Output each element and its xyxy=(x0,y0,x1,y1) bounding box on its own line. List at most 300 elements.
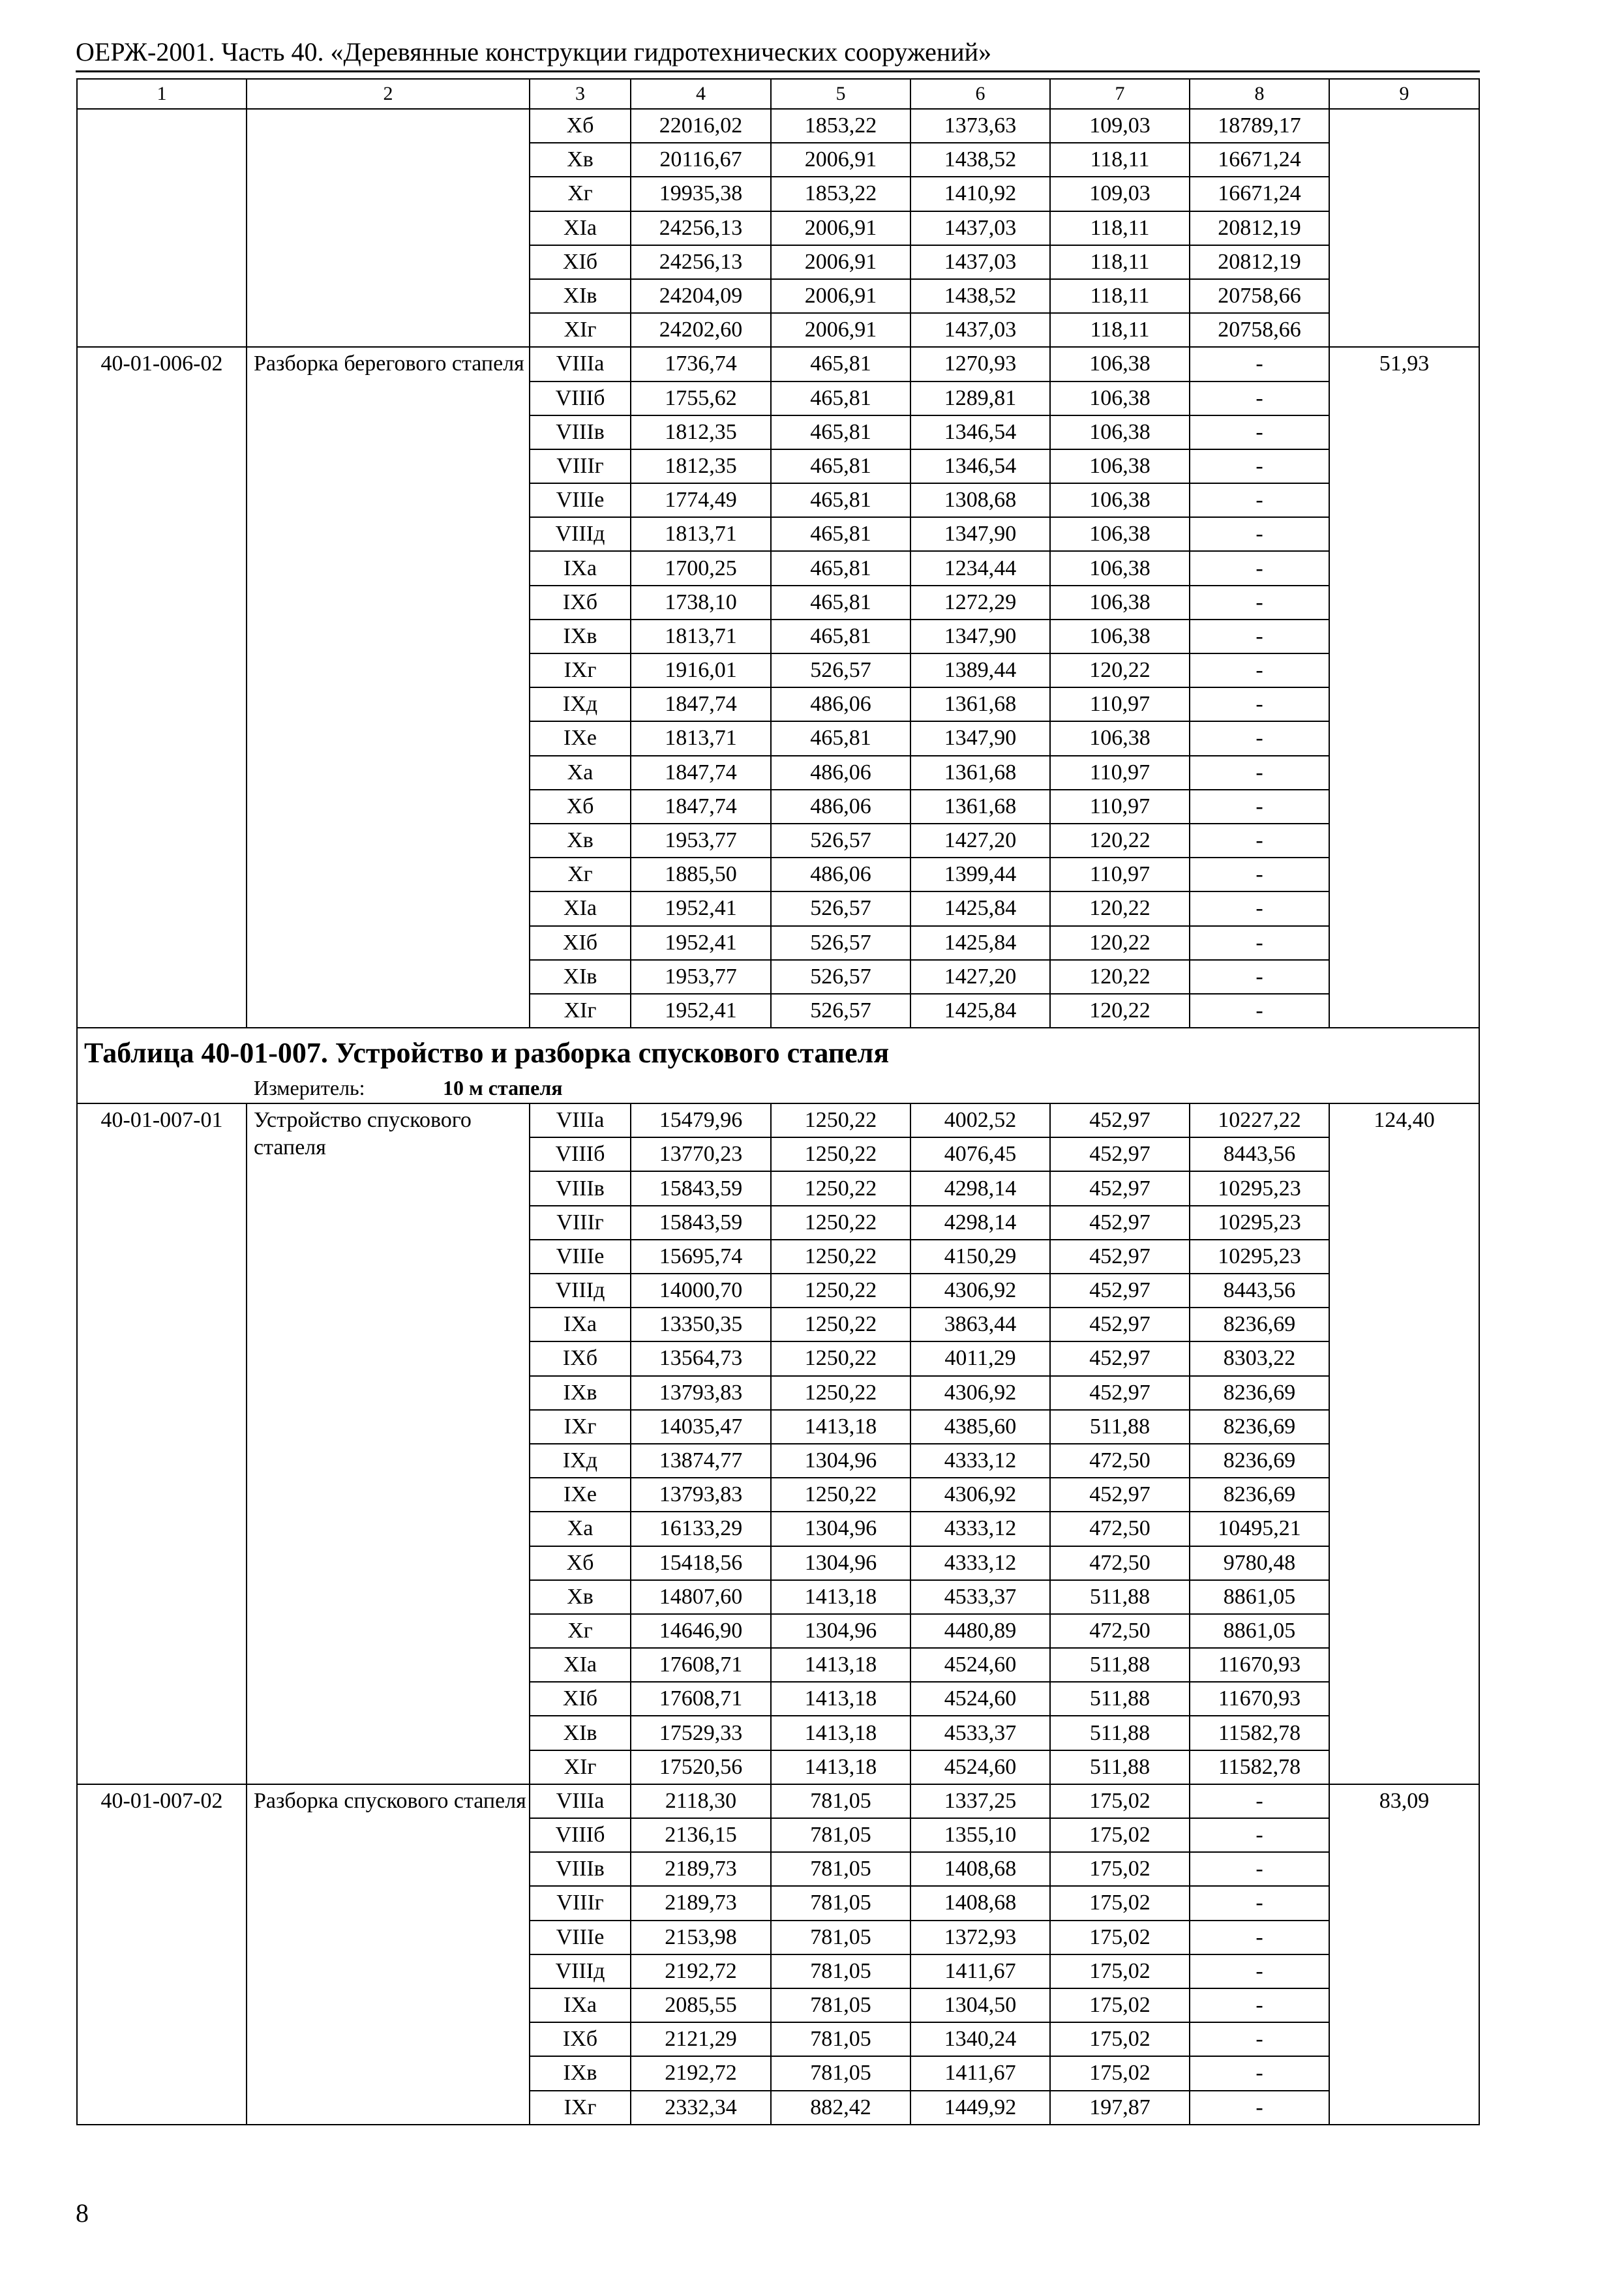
machines-cell: 4524,60 xyxy=(910,1682,1050,1716)
rate-code: 40-01-006-02 xyxy=(77,347,247,1028)
total-cost-cell: 15843,59 xyxy=(631,1171,771,1205)
region-code-cell: IXа xyxy=(530,551,631,585)
machinist-wages-cell: 175,02 xyxy=(1050,2022,1190,2056)
region-code-cell: Xг xyxy=(530,1614,631,1648)
machinist-wages-cell: 175,02 xyxy=(1050,1818,1190,1852)
machines-cell: 4298,14 xyxy=(910,1206,1050,1240)
machinist-wages-cell: 106,38 xyxy=(1050,586,1190,620)
machinist-wages-cell: 452,97 xyxy=(1050,1206,1190,1240)
column-number: 6 xyxy=(910,79,1050,109)
total-cost-cell: 1736,74 xyxy=(631,347,771,381)
machines-cell: 1410,92 xyxy=(910,177,1050,211)
machines-cell: 1408,68 xyxy=(910,1886,1050,1920)
machines-cell: 1337,25 xyxy=(910,1784,1050,1818)
labor-cost: 83,09 xyxy=(1329,1784,1479,2125)
total-cost-cell: 13874,77 xyxy=(631,1444,771,1478)
machinist-wages-cell: 106,38 xyxy=(1050,382,1190,415)
wages-cell: 465,81 xyxy=(771,415,910,449)
machinist-wages-cell: 472,50 xyxy=(1050,1444,1190,1478)
region-code-cell: IXд xyxy=(530,1444,631,1478)
machinist-wages-cell: 106,38 xyxy=(1050,551,1190,585)
total-cost-cell: 14646,90 xyxy=(631,1614,771,1648)
wages-cell: 465,81 xyxy=(771,382,910,415)
machinist-wages-cell: 452,97 xyxy=(1050,1341,1190,1375)
wages-cell: 526,57 xyxy=(771,926,910,960)
machines-cell: 4533,37 xyxy=(910,1580,1050,1614)
machines-cell: 1437,03 xyxy=(910,313,1050,347)
materials-cell: - xyxy=(1190,1921,1329,1954)
materials-cell: 8443,56 xyxy=(1190,1274,1329,1308)
materials-cell: - xyxy=(1190,1886,1329,1920)
machines-cell: 1347,90 xyxy=(910,721,1050,755)
wages-cell: 1250,22 xyxy=(771,1206,910,1240)
wages-cell: 526,57 xyxy=(771,653,910,687)
materials-cell: 10227,22 xyxy=(1190,1103,1329,1137)
wages-cell: 465,81 xyxy=(771,620,910,653)
machines-cell: 1289,81 xyxy=(910,382,1050,415)
region-code-cell: Xв xyxy=(530,1580,631,1614)
materials-cell: - xyxy=(1190,2091,1329,2125)
region-code-cell: VIIIг xyxy=(530,449,631,483)
total-cost-cell: 17529,33 xyxy=(631,1716,771,1750)
region-code-cell: VIIIг xyxy=(530,1206,631,1240)
materials-cell: 11582,78 xyxy=(1190,1750,1329,1784)
materials-cell: - xyxy=(1190,586,1329,620)
machines-cell: 1304,50 xyxy=(910,1988,1050,2022)
wages-cell: 1304,96 xyxy=(771,1546,910,1580)
machines-cell: 1449,92 xyxy=(910,2091,1050,2125)
region-code-cell: IXв xyxy=(530,1376,631,1410)
materials-cell: - xyxy=(1190,891,1329,925)
machines-cell: 4002,52 xyxy=(910,1103,1050,1137)
region-code-cell: VIIIе xyxy=(530,1921,631,1954)
region-code-cell: XIв xyxy=(530,960,631,994)
materials-cell: - xyxy=(1190,960,1329,994)
materials-cell: 10295,23 xyxy=(1190,1171,1329,1205)
materials-cell: - xyxy=(1190,824,1329,858)
materials-cell: - xyxy=(1190,858,1329,891)
materials-cell: 8236,69 xyxy=(1190,1478,1329,1512)
machines-cell: 4306,92 xyxy=(910,1478,1050,1512)
wages-cell: 465,81 xyxy=(771,347,910,381)
machines-cell: 1355,10 xyxy=(910,1818,1050,1852)
materials-cell: 10495,21 xyxy=(1190,1512,1329,1546)
machinist-wages-cell: 106,38 xyxy=(1050,415,1190,449)
wages-cell: 526,57 xyxy=(771,994,910,1028)
machines-cell: 4333,12 xyxy=(910,1546,1050,1580)
work-name: Устройство спускового стапеля xyxy=(247,1103,530,1784)
total-cost-cell: 1774,49 xyxy=(631,483,771,517)
wages-cell: 486,06 xyxy=(771,858,910,891)
machinist-wages-cell: 511,88 xyxy=(1050,1410,1190,1444)
machines-cell: 1234,44 xyxy=(910,551,1050,585)
region-code-cell: VIIIб xyxy=(530,382,631,415)
region-code-cell: IXб xyxy=(530,1341,631,1375)
machinist-wages-cell: 175,02 xyxy=(1050,1784,1190,1818)
wages-cell: 526,57 xyxy=(771,824,910,858)
region-code-cell: IXб xyxy=(530,586,631,620)
wages-cell: 781,05 xyxy=(771,1852,910,1886)
wages-cell: 465,81 xyxy=(771,449,910,483)
header-rule xyxy=(76,70,1480,72)
total-cost-cell: 1952,41 xyxy=(631,891,771,925)
region-code-cell: Xб xyxy=(530,109,631,143)
region-code-cell: Xб xyxy=(530,790,631,824)
wages-cell: 1250,22 xyxy=(771,1240,910,1274)
machines-cell: 1361,68 xyxy=(910,790,1050,824)
machinist-wages-cell: 106,38 xyxy=(1050,721,1190,755)
materials-cell: - xyxy=(1190,1852,1329,1886)
region-code-cell: VIIIд xyxy=(530,1274,631,1308)
wages-cell: 526,57 xyxy=(771,891,910,925)
materials-cell: 8236,69 xyxy=(1190,1444,1329,1478)
materials-cell: 11670,93 xyxy=(1190,1682,1329,1716)
total-cost-cell: 15695,74 xyxy=(631,1240,771,1274)
machinist-wages-cell: 106,38 xyxy=(1050,517,1190,551)
total-cost-cell: 1953,77 xyxy=(631,960,771,994)
machinist-wages-cell: 110,97 xyxy=(1050,858,1190,891)
wages-cell: 781,05 xyxy=(771,1818,910,1852)
region-code-cell: VIIIб xyxy=(530,1818,631,1852)
region-code-cell: VIIIд xyxy=(530,1954,631,1988)
column-number-row xyxy=(77,79,1479,109)
total-cost-cell: 2192,72 xyxy=(631,1954,771,1988)
wages-cell: 1413,18 xyxy=(771,1580,910,1614)
wages-cell: 781,05 xyxy=(771,1921,910,1954)
materials-cell: 20812,19 xyxy=(1190,211,1329,245)
column-number: 8 xyxy=(1190,79,1329,109)
region-code-cell: IXе xyxy=(530,1478,631,1512)
region-code-cell: XIа xyxy=(530,211,631,245)
machines-cell: 1346,54 xyxy=(910,415,1050,449)
wages-cell: 781,05 xyxy=(771,2056,910,2090)
rate-code: 40-01-007-02 xyxy=(77,1784,247,2125)
machinist-wages-cell: 175,02 xyxy=(1050,1921,1190,1954)
total-cost-cell: 2136,15 xyxy=(631,1818,771,1852)
materials-cell: 10295,23 xyxy=(1190,1240,1329,1274)
machines-cell: 4306,92 xyxy=(910,1376,1050,1410)
wages-cell: 1250,22 xyxy=(771,1478,910,1512)
wages-cell: 781,05 xyxy=(771,1954,910,1988)
wages-cell: 486,06 xyxy=(771,790,910,824)
region-code-cell: XIг xyxy=(530,994,631,1028)
region-code-cell: VIIIе xyxy=(530,1240,631,1274)
total-cost-cell: 2121,29 xyxy=(631,2022,771,2056)
materials-cell: - xyxy=(1190,1988,1329,2022)
materials-cell: 9780,48 xyxy=(1190,1546,1329,1580)
machines-cell: 1437,03 xyxy=(910,245,1050,279)
wages-cell: 1250,22 xyxy=(771,1274,910,1308)
materials-cell: - xyxy=(1190,551,1329,585)
table-body xyxy=(77,79,1479,2125)
total-cost-cell: 2332,34 xyxy=(631,2091,771,2125)
region-code-cell: VIIIа xyxy=(530,1103,631,1137)
materials-cell: 8303,22 xyxy=(1190,1341,1329,1375)
total-cost-cell: 2085,55 xyxy=(631,1988,771,2022)
machinist-wages-cell: 175,02 xyxy=(1050,2056,1190,2090)
machines-cell: 1427,20 xyxy=(910,824,1050,858)
total-cost-cell: 13350,35 xyxy=(631,1308,771,1341)
machines-cell: 1347,90 xyxy=(910,517,1050,551)
region-code-cell: Xг xyxy=(530,177,631,211)
region-code-cell: XIа xyxy=(530,1648,631,1682)
total-cost-cell: 1812,35 xyxy=(631,449,771,483)
materials-cell: - xyxy=(1190,926,1329,960)
wages-cell: 1853,22 xyxy=(771,109,910,143)
wages-cell: 2006,91 xyxy=(771,313,910,347)
total-cost-cell: 1738,10 xyxy=(631,586,771,620)
machines-cell: 4306,92 xyxy=(910,1274,1050,1308)
total-cost-cell: 14000,70 xyxy=(631,1274,771,1308)
materials-cell: 20758,66 xyxy=(1190,279,1329,313)
materials-cell: - xyxy=(1190,687,1329,721)
machines-cell: 1308,68 xyxy=(910,483,1050,517)
work-name: Разборка спускового стапеля xyxy=(247,1784,530,2125)
machines-cell: 4298,14 xyxy=(910,1171,1050,1205)
machines-cell: 1270,93 xyxy=(910,347,1050,381)
materials-cell: 8861,05 xyxy=(1190,1580,1329,1614)
materials-cell: 11670,93 xyxy=(1190,1648,1329,1682)
total-cost-cell: 15418,56 xyxy=(631,1546,771,1580)
table-row xyxy=(77,347,1479,381)
materials-cell: 20758,66 xyxy=(1190,313,1329,347)
materials-cell: 8236,69 xyxy=(1190,1410,1329,1444)
materials-cell: - xyxy=(1190,756,1329,790)
machinist-wages-cell: 452,97 xyxy=(1050,1478,1190,1512)
machines-cell: 4533,37 xyxy=(910,1716,1050,1750)
machines-cell: 1438,52 xyxy=(910,279,1050,313)
total-cost-cell: 13564,73 xyxy=(631,1341,771,1375)
materials-cell: - xyxy=(1190,449,1329,483)
machines-cell: 1389,44 xyxy=(910,653,1050,687)
wages-cell: 1304,96 xyxy=(771,1444,910,1478)
machinist-wages-cell: 175,02 xyxy=(1050,1852,1190,1886)
wages-cell: 465,81 xyxy=(771,551,910,585)
total-cost-cell: 24204,09 xyxy=(631,279,771,313)
total-cost-cell: 1813,71 xyxy=(631,517,771,551)
labor-cost: 124,40 xyxy=(1329,1103,1479,1784)
wages-cell: 1250,22 xyxy=(771,1376,910,1410)
machinist-wages-cell: 118,11 xyxy=(1050,245,1190,279)
materials-cell: - xyxy=(1190,994,1329,1028)
column-number: 1 xyxy=(77,79,247,109)
total-cost-cell: 14807,60 xyxy=(631,1580,771,1614)
region-code-cell: Xа xyxy=(530,756,631,790)
rate-code xyxy=(77,109,247,347)
machinist-wages-cell: 511,88 xyxy=(1050,1750,1190,1784)
region-code-cell: VIIIб xyxy=(530,1137,631,1171)
wages-cell: 882,42 xyxy=(771,2091,910,2125)
machinist-wages-cell: 511,88 xyxy=(1050,1682,1190,1716)
region-code-cell: XIб xyxy=(530,926,631,960)
column-number: 5 xyxy=(771,79,910,109)
wages-cell: 781,05 xyxy=(771,1886,910,1920)
wages-cell: 1413,18 xyxy=(771,1682,910,1716)
total-cost-cell: 17520,56 xyxy=(631,1750,771,1784)
total-cost-cell: 1812,35 xyxy=(631,415,771,449)
machinist-wages-cell: 106,38 xyxy=(1050,449,1190,483)
region-code-cell: IXб xyxy=(530,2022,631,2056)
section-header-row xyxy=(77,1028,1479,1103)
column-number: 9 xyxy=(1329,79,1479,109)
page-number: 8 xyxy=(76,2198,89,2228)
region-code-cell: Xа xyxy=(530,1512,631,1546)
total-cost-cell: 24256,13 xyxy=(631,211,771,245)
region-code-cell: VIIIд xyxy=(530,517,631,551)
wages-cell: 781,05 xyxy=(771,1988,910,2022)
total-cost-cell: 1847,74 xyxy=(631,687,771,721)
wages-cell: 1853,22 xyxy=(771,177,910,211)
machines-cell: 4524,60 xyxy=(910,1750,1050,1784)
materials-cell: 11582,78 xyxy=(1190,1716,1329,1750)
machinist-wages-cell: 120,22 xyxy=(1050,994,1190,1028)
machines-cell: 1361,68 xyxy=(910,687,1050,721)
labor-cost xyxy=(1329,109,1479,347)
wages-cell: 1413,18 xyxy=(771,1716,910,1750)
total-cost-cell: 14035,47 xyxy=(631,1410,771,1444)
machinist-wages-cell: 118,11 xyxy=(1050,143,1190,177)
wages-cell: 1304,96 xyxy=(771,1614,910,1648)
table-row xyxy=(77,1103,1479,1137)
machinist-wages-cell: 452,97 xyxy=(1050,1274,1190,1308)
total-cost-cell: 13793,83 xyxy=(631,1376,771,1410)
total-cost-cell: 13770,23 xyxy=(631,1137,771,1171)
machines-cell: 1272,29 xyxy=(910,586,1050,620)
total-cost-cell: 1885,50 xyxy=(631,858,771,891)
materials-cell: 20812,19 xyxy=(1190,245,1329,279)
materials-cell: 8443,56 xyxy=(1190,1137,1329,1171)
machinist-wages-cell: 110,97 xyxy=(1050,756,1190,790)
machines-cell: 1438,52 xyxy=(910,143,1050,177)
wages-cell: 2006,91 xyxy=(771,143,910,177)
wages-cell: 465,81 xyxy=(771,721,910,755)
machinist-wages-cell: 452,97 xyxy=(1050,1103,1190,1137)
materials-cell: - xyxy=(1190,653,1329,687)
column-number: 4 xyxy=(631,79,771,109)
materials-cell: 8861,05 xyxy=(1190,1614,1329,1648)
materials-cell: 8236,69 xyxy=(1190,1376,1329,1410)
machinist-wages-cell: 118,11 xyxy=(1050,211,1190,245)
region-code-cell: VIIIв xyxy=(530,415,631,449)
total-cost-cell: 2192,72 xyxy=(631,2056,771,2090)
machinist-wages-cell: 106,38 xyxy=(1050,620,1190,653)
total-cost-cell: 1755,62 xyxy=(631,382,771,415)
total-cost-cell: 24256,13 xyxy=(631,245,771,279)
machinist-wages-cell: 120,22 xyxy=(1050,926,1190,960)
machines-cell: 1425,84 xyxy=(910,891,1050,925)
document-header: ОЕРЖ-2001. Часть 40. «Деревянные конструкции гидротехнических сооружений» xyxy=(76,37,992,67)
machinist-wages-cell: 472,50 xyxy=(1050,1614,1190,1648)
total-cost-cell: 2118,30 xyxy=(631,1784,771,1818)
total-cost-cell: 2189,73 xyxy=(631,1852,771,1886)
total-cost-cell: 19935,38 xyxy=(631,177,771,211)
total-cost-cell: 1813,71 xyxy=(631,721,771,755)
total-cost-cell: 1953,77 xyxy=(631,824,771,858)
machines-cell: 4333,12 xyxy=(910,1444,1050,1478)
section-title: Таблица 40-01-007. Устройство и разборка спускового стапеля xyxy=(84,1037,890,1070)
region-code-cell: XIг xyxy=(530,1750,631,1784)
machinist-wages-cell: 120,22 xyxy=(1050,653,1190,687)
total-cost-cell: 2189,73 xyxy=(631,1886,771,1920)
machinist-wages-cell: 175,02 xyxy=(1050,1886,1190,1920)
machines-cell: 4076,45 xyxy=(910,1137,1050,1171)
machinist-wages-cell: 118,11 xyxy=(1050,313,1190,347)
machines-cell: 4011,29 xyxy=(910,1341,1050,1375)
wages-cell: 1413,18 xyxy=(771,1648,910,1682)
wages-cell: 1250,22 xyxy=(771,1341,910,1375)
materials-cell: 18789,17 xyxy=(1190,109,1329,143)
wages-cell: 465,81 xyxy=(771,483,910,517)
machinist-wages-cell: 472,50 xyxy=(1050,1546,1190,1580)
total-cost-cell: 17608,71 xyxy=(631,1648,771,1682)
wages-cell: 2006,91 xyxy=(771,245,910,279)
machines-cell: 1340,24 xyxy=(910,2022,1050,2056)
wages-cell: 465,81 xyxy=(771,586,910,620)
wages-cell: 1250,22 xyxy=(771,1103,910,1137)
region-code-cell: IXг xyxy=(530,653,631,687)
machinist-wages-cell: 452,97 xyxy=(1050,1240,1190,1274)
machinist-wages-cell: 118,11 xyxy=(1050,279,1190,313)
region-code-cell: IXа xyxy=(530,1308,631,1341)
machines-cell: 1437,03 xyxy=(910,211,1050,245)
materials-cell: - xyxy=(1190,2056,1329,2090)
work-name: Разборка берегового стапеля xyxy=(247,347,530,1028)
region-code-cell: XIб xyxy=(530,1682,631,1716)
materials-cell: 10295,23 xyxy=(1190,1206,1329,1240)
region-code-cell: IXг xyxy=(530,2091,631,2125)
materials-cell: 16671,24 xyxy=(1190,143,1329,177)
machines-cell: 1373,63 xyxy=(910,109,1050,143)
wages-cell: 526,57 xyxy=(771,960,910,994)
materials-cell: - xyxy=(1190,1818,1329,1852)
measure-label: Измеритель: xyxy=(254,1076,365,1100)
materials-cell: - xyxy=(1190,382,1329,415)
machinist-wages-cell: 120,22 xyxy=(1050,891,1190,925)
wages-cell: 1250,22 xyxy=(771,1137,910,1171)
machinist-wages-cell: 175,02 xyxy=(1050,1954,1190,1988)
column-number: 2 xyxy=(247,79,530,109)
total-cost-cell: 17608,71 xyxy=(631,1682,771,1716)
machines-cell: 1372,93 xyxy=(910,1921,1050,1954)
machines-cell: 4150,29 xyxy=(910,1240,1050,1274)
machinist-wages-cell: 175,02 xyxy=(1050,1988,1190,2022)
machinist-wages-cell: 197,87 xyxy=(1050,2091,1190,2125)
materials-cell: - xyxy=(1190,483,1329,517)
region-code-cell: IXв xyxy=(530,2056,631,2090)
machinist-wages-cell: 109,03 xyxy=(1050,177,1190,211)
machinist-wages-cell: 109,03 xyxy=(1050,109,1190,143)
machines-cell: 1411,67 xyxy=(910,1954,1050,1988)
region-code-cell: XIб xyxy=(530,245,631,279)
materials-cell: 16671,24 xyxy=(1190,177,1329,211)
total-cost-cell: 16133,29 xyxy=(631,1512,771,1546)
machines-cell: 1427,20 xyxy=(910,960,1050,994)
wages-cell: 465,81 xyxy=(771,517,910,551)
wages-cell: 2006,91 xyxy=(771,279,910,313)
region-code-cell: Xб xyxy=(530,1546,631,1580)
wages-cell: 1413,18 xyxy=(771,1410,910,1444)
wages-cell: 1413,18 xyxy=(771,1750,910,1784)
region-code-cell: Xг xyxy=(530,858,631,891)
materials-cell: - xyxy=(1190,620,1329,653)
machines-cell: 4524,60 xyxy=(910,1648,1050,1682)
total-cost-cell: 1847,74 xyxy=(631,790,771,824)
machines-cell: 1361,68 xyxy=(910,756,1050,790)
region-code-cell: IXв xyxy=(530,620,631,653)
rate-code: 40-01-007-01 xyxy=(77,1103,247,1784)
machines-cell: 4385,60 xyxy=(910,1410,1050,1444)
machinist-wages-cell: 452,97 xyxy=(1050,1376,1190,1410)
